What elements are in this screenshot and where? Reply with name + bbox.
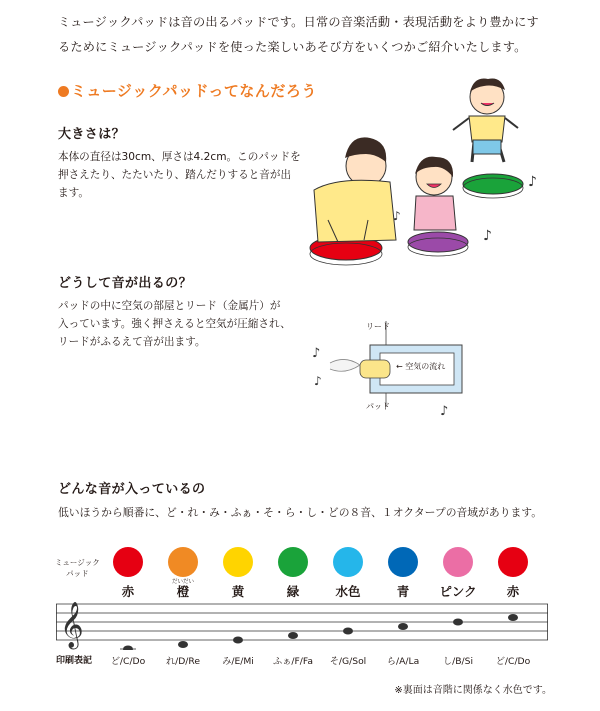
- color-name-8: 赤: [506, 584, 520, 599]
- note-g: [343, 628, 353, 635]
- tones-description: 低いほうから順番に、ど・れ・み・ふぁ・そ・ら・し・どの８音、１オクタープの音域があります。: [58, 506, 543, 519]
- note-d: [178, 641, 188, 648]
- color-name-5: 水色: [335, 584, 361, 599]
- note-b: [453, 619, 463, 626]
- sound-line-3: リードがふるえて音が出ます。: [58, 336, 206, 348]
- color-name-2: 橙: [176, 584, 190, 599]
- note-name-7: し/B/Si: [442, 656, 474, 667]
- air-flow-label: ← 空気の流れ: [396, 362, 446, 371]
- note-name-4: ふぁ/F/Fa: [273, 656, 313, 667]
- svg-text:♪: ♪: [312, 346, 321, 361]
- svg-text:♪: ♪: [314, 374, 322, 388]
- orange-ruby: だいだい: [171, 579, 194, 585]
- color-name-7: ピンク: [439, 584, 477, 599]
- intro-text: [58, 10, 578, 60]
- note-name-5: そ/G/Sol: [329, 656, 367, 667]
- note-c-low: [123, 646, 133, 651]
- print-notation-label: 印刷表記: [56, 656, 93, 666]
- color-name-6: 青: [396, 584, 410, 599]
- pad-circle-orange: [168, 547, 198, 577]
- music-staff: [56, 594, 556, 650]
- intro-line-2: るためにミュージックパッドを使った楽しいあそび方をいくつかご紹介いたします。: [58, 40, 527, 54]
- note-name-2: れ/D/Re: [165, 656, 201, 667]
- section-title-text: ミュージックパッドってなんだろう: [71, 82, 317, 100]
- svg-text:♪: ♪: [440, 404, 449, 419]
- size-line-2: 押さえたり、たたいたり、踏んだりすると音が出: [58, 169, 292, 181]
- size-line-3: ます。: [58, 187, 89, 199]
- sound-line-2: 入っています。強く押さえると空気が圧縮され、: [58, 318, 291, 330]
- pad-circle-pink: [443, 547, 473, 577]
- treble-clef-icon: 𝄞: [60, 602, 84, 648]
- sound-paragraph: [58, 297, 308, 351]
- music-pad-label-line-2: パッド: [66, 569, 89, 578]
- reed-label: リード: [366, 322, 390, 331]
- sound-heading: どうして音が出るの？: [58, 276, 193, 291]
- tones-heading: どんな音が入っているの: [58, 482, 206, 497]
- pad-label: パッド: [366, 402, 390, 411]
- color-name-3: 黄: [231, 584, 245, 599]
- note-name-1: ど/C/Do: [110, 656, 146, 667]
- svg-text:♪: ♪: [483, 228, 492, 244]
- size-paragraph: [58, 148, 308, 202]
- sound-line-1: パッドの中に空気の部屋とリード（金属片）が: [58, 300, 281, 312]
- color-name-4: 緑: [286, 584, 300, 599]
- footnote: ※裏面は音階に関係なく水色です。: [394, 685, 552, 696]
- section-title: [58, 80, 317, 101]
- orange-dot-icon: [58, 86, 69, 97]
- svg-text:♪: ♪: [393, 209, 401, 223]
- note-a: [398, 623, 408, 630]
- pad-circle-blue: [388, 547, 418, 577]
- note-name-6: ら/A/La: [386, 656, 420, 667]
- pad-circle-green: [278, 547, 308, 577]
- size-line-1: 本体の直径は30cm、厚さは4.2cm。このパッドを: [58, 151, 301, 163]
- size-heading: 大きさは？: [58, 127, 126, 142]
- color-name-1: 赤: [121, 584, 135, 599]
- music-pad-label: [55, 557, 100, 579]
- intro-line-1: ミュージックパッドは音の出るパッドです。日常の音楽活動・表現活動をより豊かにす: [58, 15, 539, 29]
- children-on-pads-illustration: [298, 70, 548, 270]
- pad-circle-red-high: [498, 547, 528, 577]
- pad-circle-red-low: [113, 547, 143, 577]
- pad-diagram: [300, 315, 470, 420]
- svg-text:♪: ♪: [528, 174, 537, 190]
- note-name-8: ど/C/Do: [495, 656, 531, 667]
- music-pad-label-line-1: ミュージック: [55, 558, 100, 567]
- note-f: [288, 632, 298, 639]
- pad-circle-light-blue: [333, 547, 363, 577]
- note-e: [233, 637, 243, 644]
- note-name-3: み/E/Mi: [222, 656, 254, 667]
- pad-circle-yellow: [223, 547, 253, 577]
- note-c-high: [508, 614, 518, 621]
